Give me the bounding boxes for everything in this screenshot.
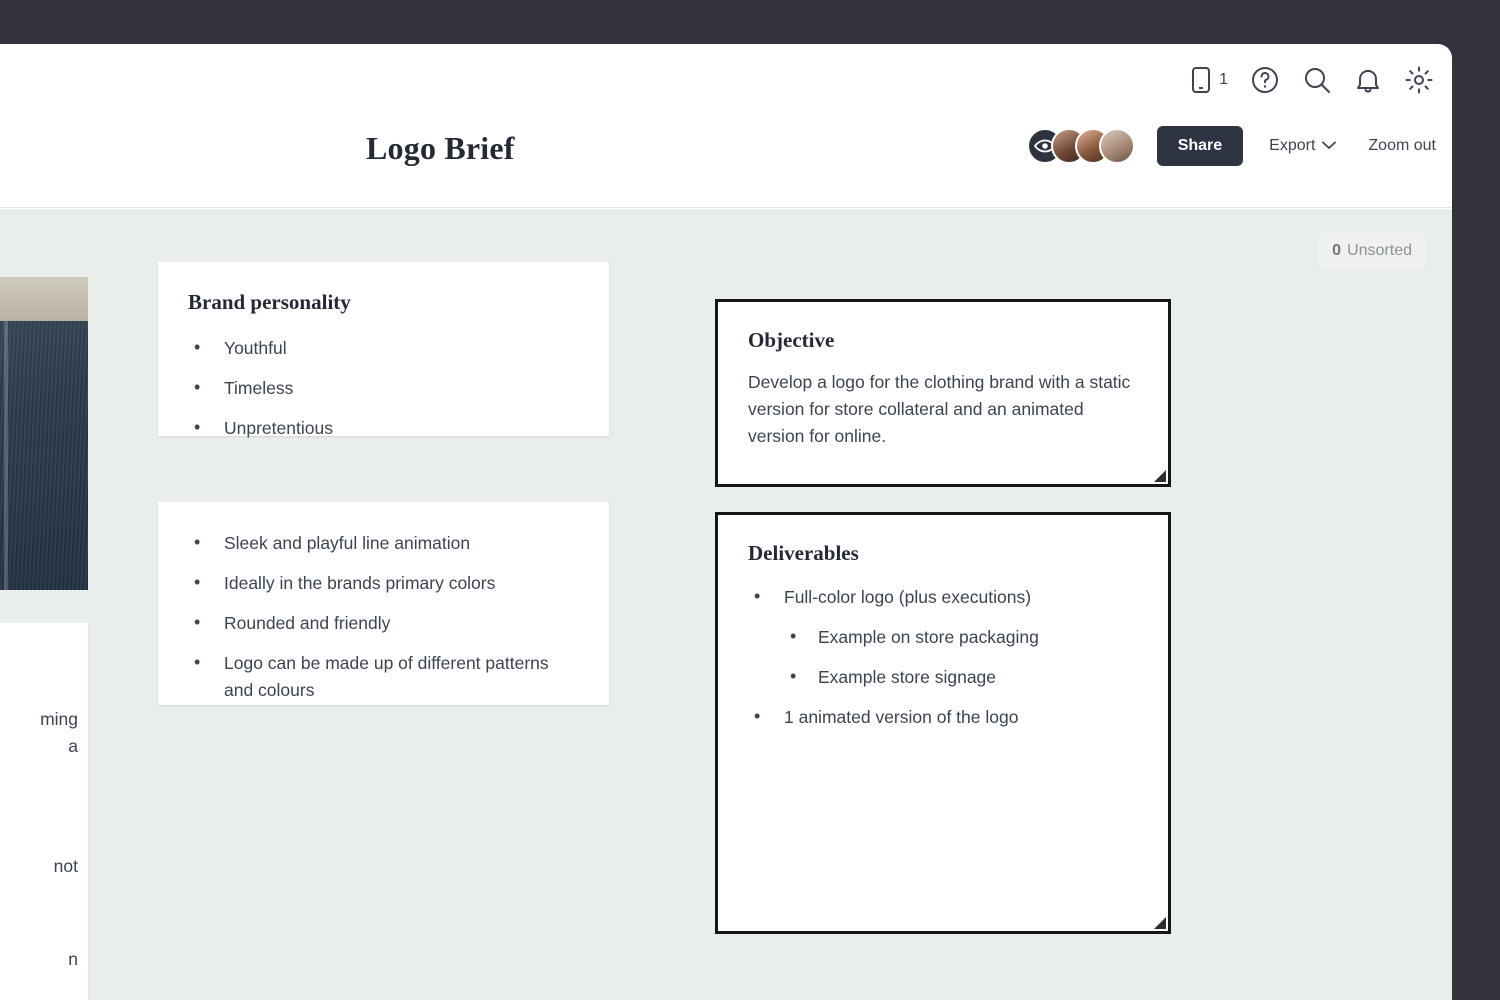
search-icon[interactable] (1302, 65, 1332, 95)
document-header (0, 100, 1452, 208)
card-brand-personality[interactable] (158, 262, 609, 436)
objective-body: Develop a logo for the clothing brand with a static version for store collateral and an animated version for online. (748, 372, 1131, 446)
page-title: Logo Brief (366, 130, 515, 166)
list-item: • 1 animated version of the logo (748, 704, 1138, 731)
zoom-out-button[interactable]: Zoom out (1368, 137, 1436, 154)
text-fragment: n (68, 949, 78, 969)
unsorted-filter-button[interactable] (1318, 233, 1426, 269)
list-item: • Ideally in the brands primary colors (188, 570, 579, 597)
gear-icon[interactable] (1404, 65, 1434, 95)
brand-personality-list (188, 335, 579, 442)
list-item: • Sleek and playful line animation (188, 530, 579, 557)
denim-waistband (0, 277, 88, 321)
export-button[interactable] (1269, 137, 1336, 155)
device-count: 1 (1219, 71, 1228, 88)
card-objective[interactable] (715, 299, 1171, 487)
avatar[interactable] (1099, 128, 1135, 164)
list-item: • Example on store packaging (748, 624, 1138, 651)
collaborator-avatars[interactable] (1027, 128, 1135, 164)
card-style-notes[interactable] (158, 502, 609, 705)
export-label: Export (1269, 137, 1316, 154)
denim-seam (4, 321, 8, 590)
denim-fabric (0, 277, 88, 590)
card-title: Objective (748, 328, 835, 352)
card-title: Brand personality (188, 290, 351, 314)
chevron-down-icon (1322, 137, 1336, 155)
list-item: • Rounded and friendly (188, 610, 579, 637)
resize-handle[interactable] (1152, 915, 1166, 929)
text-fragment: a (68, 736, 78, 756)
board-canvas (0, 209, 1452, 1000)
app-window (0, 44, 1452, 1000)
unsorted-count: 0 (1332, 242, 1342, 259)
card-deliverables[interactable] (715, 512, 1171, 934)
list-item: • Example store signage (748, 664, 1138, 691)
bell-icon[interactable] (1354, 65, 1382, 95)
device-preview-button[interactable] (1190, 66, 1228, 94)
header-actions (1027, 126, 1436, 166)
list-item: • Unpretentious (188, 415, 579, 442)
card-title: Deliverables (748, 541, 859, 565)
unsorted-label: Unsorted (1347, 242, 1412, 259)
list-item: • Full-color logo (plus executions) (748, 584, 1138, 611)
text-fragment: not (53, 856, 78, 876)
mobile-device-icon[interactable] (1190, 66, 1212, 94)
denim-photo (0, 277, 88, 590)
share-button[interactable]: Share (1157, 126, 1243, 166)
list-item: • Youthful (188, 335, 579, 362)
image-card-denim[interactable] (0, 277, 88, 590)
list-item: • Logo can be made up of different patterns and colours (188, 650, 579, 704)
text-fragment: ming (40, 709, 78, 729)
resize-handle[interactable] (1152, 468, 1166, 482)
offscreen-text-card[interactable] (0, 623, 88, 1000)
help-circle-icon[interactable] (1250, 65, 1280, 95)
deliverables-list (748, 584, 1138, 731)
style-notes-list (188, 530, 579, 704)
list-item: • Timeless (188, 375, 579, 402)
